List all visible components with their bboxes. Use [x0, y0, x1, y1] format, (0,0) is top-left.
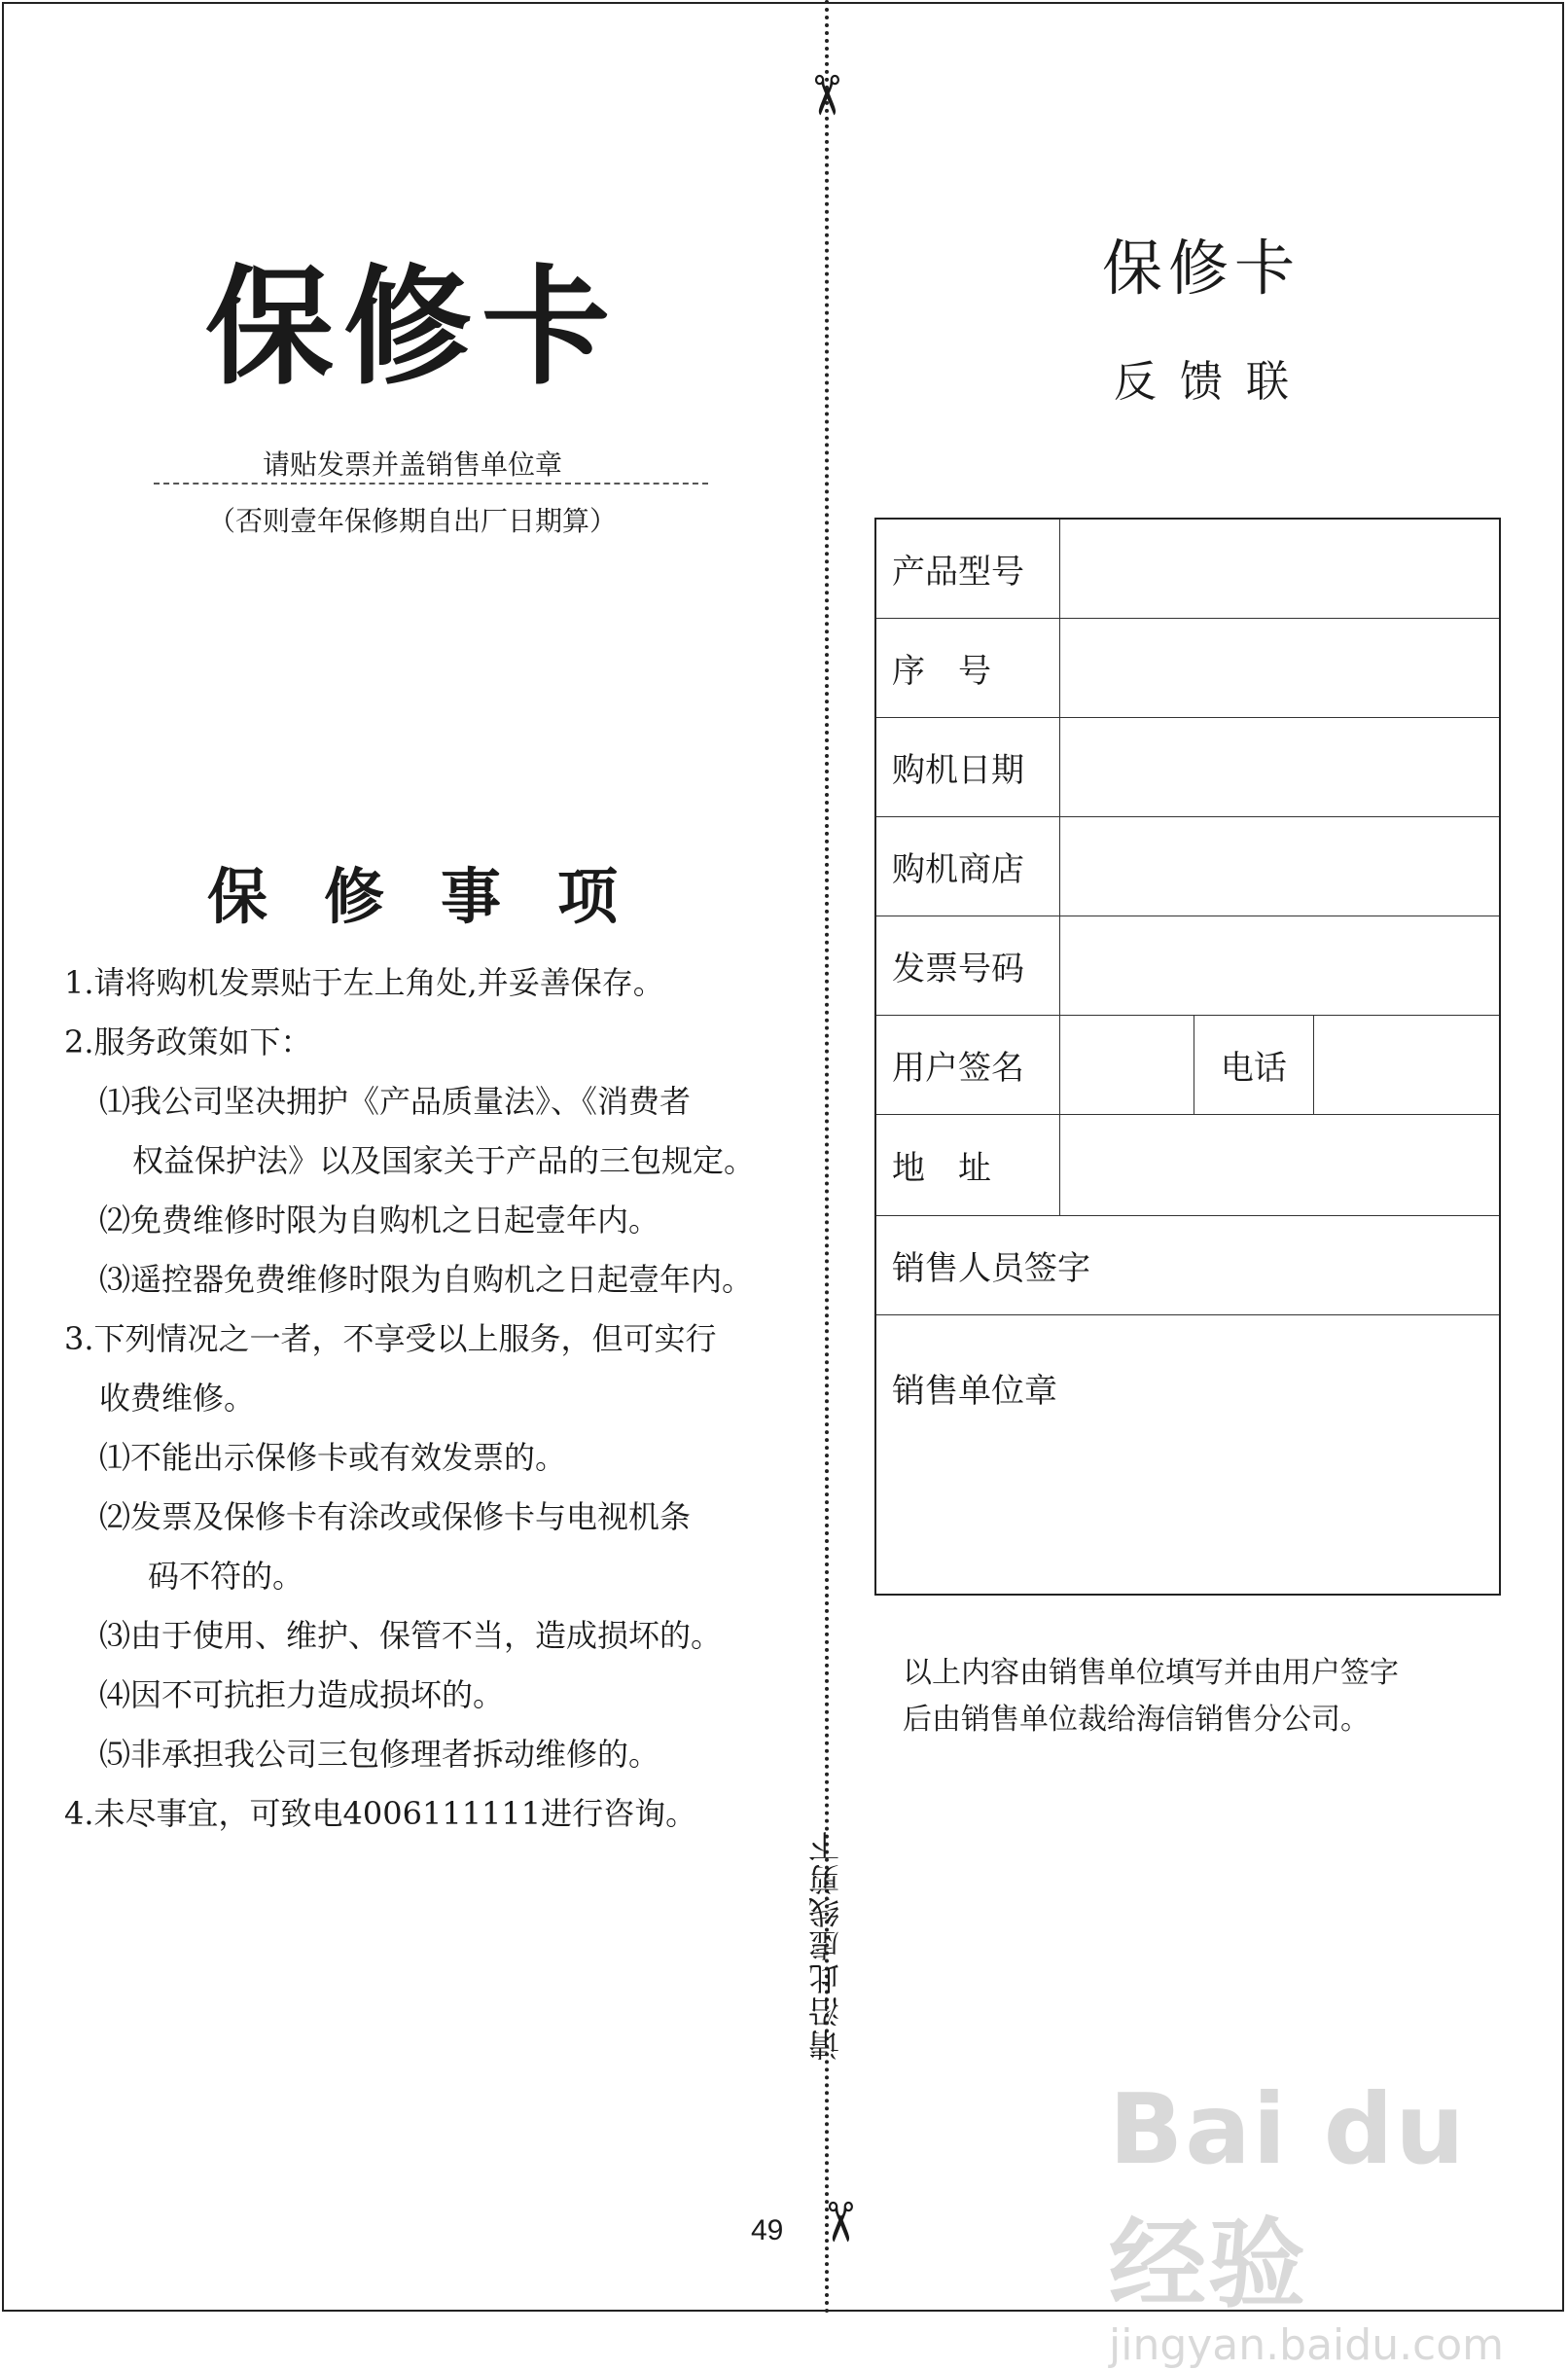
term-line: 2.服务政策如下： [64, 1023, 312, 1060]
feedback-card-subtitle: 反馈联 [1114, 357, 1312, 407]
field-value-signature[interactable] [1060, 1015, 1194, 1114]
field-label-store: 购机商店 [875, 816, 1060, 916]
feedback-footnote [903, 1650, 1525, 1743]
field-label-invoice-number: 发票号码 [875, 916, 1060, 1015]
field-sales-unit-seal[interactable]: 销售单位章 [875, 1314, 1500, 1595]
term-line: ⑸非承担我公司三包修理者拆动维修的。 [99, 1736, 660, 1773]
watermark-logo: Bai du 经验 [1109, 2072, 1467, 2321]
term-line: 1.请将购机发票贴于左上角处,并妥善保存。 [64, 964, 664, 1001]
cut-instruction: 请沿此虚线剪下 [807, 1829, 844, 2061]
field-salesperson-signature[interactable]: 销售人员签字 [875, 1215, 1500, 1314]
page-number: 49 [751, 2214, 784, 2246]
invoice-paste-label: 请贴发票并盖销售单位章 [262, 449, 562, 481]
watermark-url: jingyan.baidu.com [1109, 2320, 1505, 2370]
warranty-terms-list [64, 953, 813, 1844]
term-line: 权益保护法》以及国家关于产品的三包规定。 [132, 1142, 756, 1179]
term-line: ⑵免费维修时限为自购机之日起壹年内。 [99, 1202, 660, 1239]
term-line: 3.下列情况之一者，不享受以上服务，但可实行 [64, 1320, 717, 1357]
field-value-address[interactable] [1060, 1114, 1500, 1215]
field-label-model: 产品型号 [875, 519, 1060, 618]
feedback-form-table [874, 518, 1501, 1596]
field-label-signature: 用户签名 [875, 1015, 1060, 1114]
footnote-line: 以上内容由销售单位填写并由用户签字 [903, 1656, 1399, 1690]
scissors-icon: ✂ [807, 2199, 871, 2245]
field-value-store[interactable] [1060, 816, 1500, 916]
footnote-line: 后由销售单位裁给海信销售分公司。 [903, 1703, 1370, 1737]
term-line: 码不符的。 [148, 1558, 304, 1595]
baidu-watermark [1109, 2072, 1527, 2370]
field-value-phone[interactable] [1314, 1015, 1500, 1114]
field-value-purchase-date[interactable] [1060, 717, 1500, 816]
field-value-invoice-number[interactable] [1060, 916, 1500, 1015]
term-line: ⑷因不可抗拒力造成损坏的。 [99, 1676, 505, 1713]
field-label-phone: 电话 [1194, 1015, 1314, 1114]
term-line: 收费维修。 [99, 1380, 256, 1417]
warranty-card-title: 保修卡 [205, 253, 620, 403]
term-line: ⑴我公司坚决拥护《产品质量法》、《消费者 [99, 1083, 692, 1120]
field-value-serial[interactable] [1060, 618, 1500, 717]
field-label-serial: 序 号 [875, 618, 1060, 717]
term-line: ⑴不能出示保修卡或有效发票的。 [99, 1439, 567, 1476]
invoice-dashed-line [154, 483, 708, 485]
warranty-terms-title: 保修事项 [206, 861, 674, 932]
term-line: ⑶遥控器免费维修时限为自购机之日起壹年内。 [99, 1261, 754, 1298]
field-label-purchase-date: 购机日期 [875, 717, 1060, 816]
term-line: 4.未尽事宜，可致电4006111111进行咨询。 [64, 1795, 697, 1832]
field-label-address: 地 址 [875, 1114, 1060, 1215]
feedback-card-title: 保修卡 [1101, 233, 1301, 304]
invoice-paste-note: （否则壹年保修期自出厂日期算） [207, 505, 617, 537]
field-value-model[interactable] [1060, 519, 1500, 618]
scissors-icon: ✂ [794, 72, 857, 119]
term-line: ⑶由于使用、维护、保管不当，造成损坏的。 [99, 1617, 723, 1654]
term-line: ⑵发票及保修卡有涂改或保修卡与电视机条 [99, 1498, 692, 1535]
